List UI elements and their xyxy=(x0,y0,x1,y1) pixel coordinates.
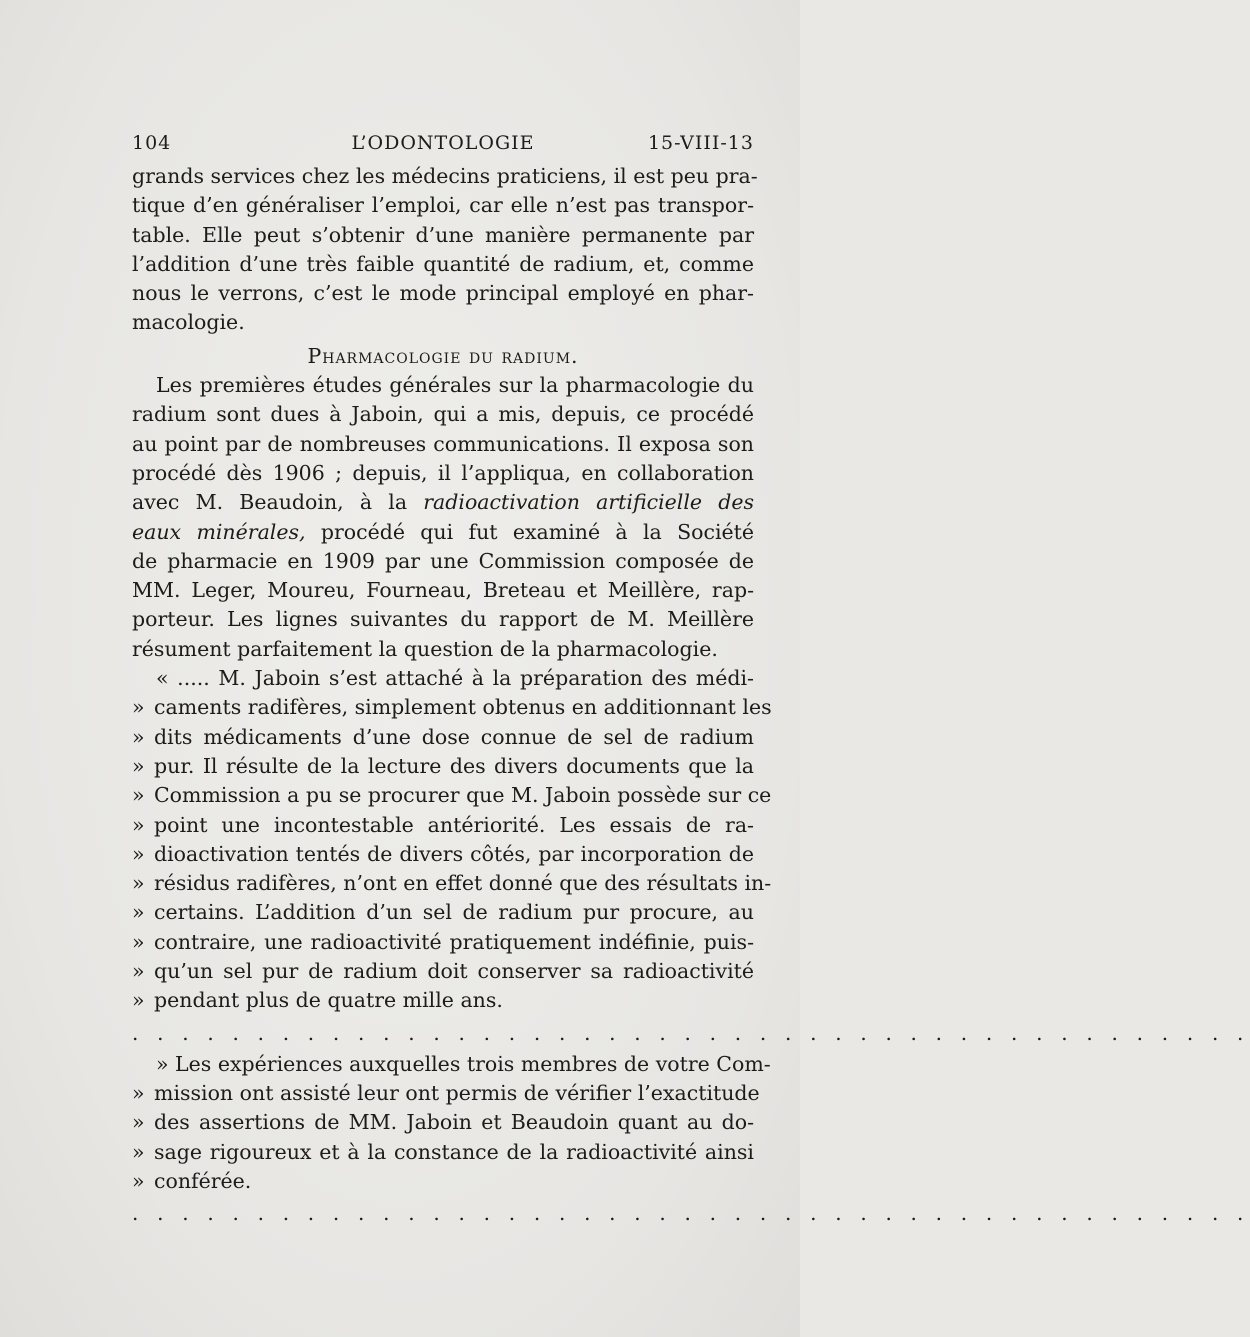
quote-text: conférée. xyxy=(154,1168,252,1193)
guillemet: » xyxy=(132,1110,145,1135)
text-line: nous le verrons, c’est le mode principal employé en phar- xyxy=(132,281,754,306)
text-line: tique d’en généraliser l’emploi, car elle n’est pas transpor- xyxy=(132,193,754,218)
quote-line: « ..... M. Jaboin s’est attaché à la préparation des médi- xyxy=(156,666,754,691)
quote-line xyxy=(132,693,772,722)
guillemet: » xyxy=(132,724,145,749)
section-heading: Pharmacologie du radium. xyxy=(307,343,579,368)
text-segment: procédé qui fut examiné à la Société xyxy=(305,519,755,544)
quote-text: pur. Il résulte de la lecture des divers documents que la xyxy=(154,753,754,778)
running-header xyxy=(132,132,754,158)
quote-line xyxy=(132,840,754,869)
guillemet: » xyxy=(132,841,145,866)
guillemet: » xyxy=(132,871,145,896)
quote-line xyxy=(132,1108,754,1137)
ellipsis-rule: . . . . . . . . . . . . . . . . . . . . . . . . . . . . . . . . . . . . . . . . . . . . . xyxy=(132,1020,1250,1045)
text-line: radium sont dues à Jaboin, qui a mis, depuis, ce procédé xyxy=(132,402,754,427)
guillemet: » xyxy=(132,695,145,720)
text-line: macologie. xyxy=(132,310,245,335)
quote-line xyxy=(132,723,754,752)
quote-line xyxy=(132,957,754,986)
guillemet: » xyxy=(132,988,145,1013)
quote-line xyxy=(132,1138,754,1167)
quote-line xyxy=(132,898,754,927)
italic-phrase: radioactivation artificielle des xyxy=(423,490,754,515)
quote-text: caments radifères, simplement obtenus en additionnant les xyxy=(154,695,772,720)
quote-text: Commission a pu se procurer que M. Jaboin possède sur ce xyxy=(154,783,772,808)
ellipsis-rule: . . . . . . . . . . . . . . . . . . . . . . . . . . . . . . . . . . . . . . . . . . . . . xyxy=(132,1201,1250,1226)
quote-line: » Les expériences auxquelles trois membres de votre Com- xyxy=(156,1051,771,1076)
guillemet: » xyxy=(132,959,145,984)
text-line xyxy=(132,488,754,517)
guillemet: » xyxy=(132,783,145,808)
text-segment: avec M. Beaudoin, à la xyxy=(132,490,424,515)
quote-text: qu’un sel pur de radium doit conserver sa radioactivité xyxy=(154,959,754,984)
text-line: au point par de nombreuses communications. Il exposa son xyxy=(132,431,754,456)
quote-line xyxy=(132,781,772,810)
quote-text: point une incontestable antériorité. Les essais de ra- xyxy=(154,812,754,837)
text-line xyxy=(132,518,754,547)
text-line: l’addition d’une très faible quantité de radium, et, comme xyxy=(132,251,754,276)
guillemet: » xyxy=(132,1168,145,1193)
quote-text: contraire, une radioactivité pratiquement indéfinie, puis- xyxy=(154,929,754,954)
quote-text: sage rigoureux et à la constance de la radioactivité ainsi xyxy=(154,1139,754,1164)
guillemet: » xyxy=(132,1139,145,1164)
text-line: porteur. Les lignes suivantes du rapport de M. Meillère xyxy=(132,607,754,632)
page-number: 104 xyxy=(132,132,172,154)
quote-line xyxy=(132,1079,760,1108)
text-line: procédé dès 1906 ; depuis, il l’appliqua, en collaboration xyxy=(132,460,754,485)
guillemet: » xyxy=(132,812,145,837)
text-line: de pharmacie en 1909 par une Commission composée de xyxy=(132,548,754,573)
quote-line xyxy=(132,986,754,1015)
text-line: Les premières études générales sur la pharmacologie du xyxy=(156,373,754,398)
guillemet: » xyxy=(132,900,145,925)
quote-line xyxy=(132,811,754,840)
body-text xyxy=(132,162,1250,1230)
quote-text: dits médicaments d’une dose connue de sel de radium xyxy=(154,724,754,749)
quote-line xyxy=(132,928,754,957)
text-line: MM. Leger, Moureu, Fourneau, Breteau et Meillère, rap- xyxy=(132,578,754,603)
journal-title: L’ODONTOLOGIE xyxy=(351,132,535,154)
quote-text: des assertions de MM. Jaboin et Beaudoin quant au do- xyxy=(154,1110,754,1135)
italic-phrase: eaux minérales, xyxy=(132,519,306,544)
guillemet: » xyxy=(132,753,145,778)
quote-text: certains. L’addition d’un sel de radium pur procure, au xyxy=(154,900,754,925)
quote-text: pendant plus de quatre mille ans. xyxy=(154,988,503,1013)
text-line: résument parfaitement la question de la pharmacologie. xyxy=(132,636,718,661)
guillemet: » xyxy=(132,1080,145,1105)
quote-line xyxy=(132,752,754,781)
quote-text: mission ont assisté leur ont permis de vérifier l’exactitude xyxy=(154,1080,760,1105)
quote-text: résidus radifères, n’ont en effet donné que des résultats in- xyxy=(154,871,772,896)
quote-text: dioactivation tentés de divers côtés, par incorporation de xyxy=(154,841,754,866)
quote-line xyxy=(132,869,772,898)
text-line: grands services chez les médecins praticiens, il est peu pra- xyxy=(132,164,758,188)
issue-date: 15-VIII-13 xyxy=(647,132,754,154)
quote-line xyxy=(132,1167,754,1196)
guillemet: » xyxy=(132,929,145,954)
text-line: table. Elle peut s’obtenir d’une manière permanente par xyxy=(132,222,754,247)
